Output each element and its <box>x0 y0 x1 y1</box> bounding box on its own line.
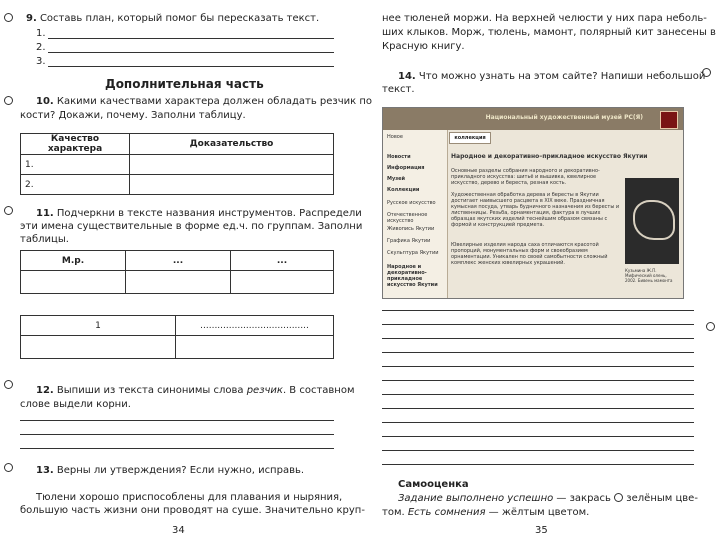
table-header: Качество характера <box>21 134 130 155</box>
site-header <box>383 108 683 130</box>
site-menu-item[interactable]: Музей <box>387 176 406 182</box>
museum-website-screenshot <box>382 107 684 299</box>
site-paragraph: Художественная обработка дерева и бересты в Якутии достигает наивысшего расцвета в XIX веке. Праздничная кумысная посуда, утварь будничного назначения из бересты и лиственницы. Резьба, орнаментация, фактура в лучших образцах якутских изделий теснейшим образом связаны с формой и конструкцией предмета. <box>451 192 620 228</box>
table-cell[interactable]: 2. <box>21 175 130 195</box>
answer-line[interactable] <box>382 394 694 395</box>
answer-line[interactable] <box>48 38 334 39</box>
table-cell[interactable] <box>126 271 231 294</box>
paragraph-line: ших клыков. Морж, тюлень, мамонт, полярный кит занесены в <box>382 27 716 38</box>
tab-collection[interactable]: коллекция <box>449 132 491 144</box>
answer-line[interactable] <box>382 380 694 381</box>
table-row[interactable] <box>21 155 334 175</box>
table-cell[interactable]: 1. <box>21 155 130 175</box>
site-menu-item[interactable]: Графика Якутии <box>387 238 431 244</box>
site-menu-item[interactable]: Новое <box>387 134 403 140</box>
answer-line[interactable] <box>20 434 334 435</box>
plan-item-1: 1. <box>36 28 46 39</box>
table-row[interactable] <box>21 175 334 195</box>
task-marker-circle[interactable] <box>4 463 13 472</box>
table-cell[interactable] <box>231 271 334 294</box>
table-header: ...................................... <box>176 316 334 336</box>
site-menu-item[interactable]: Живопись Якутии <box>387 226 435 232</box>
site-title: Народное и декоративно–прикладное искусство Якутии <box>451 153 648 160</box>
site-menu-item[interactable]: Информация <box>387 165 425 171</box>
paragraph-line: Красную книгу. <box>382 41 465 52</box>
plan-item-2: 2. <box>36 42 46 53</box>
table-cell[interactable] <box>130 175 334 195</box>
table-header: ... <box>126 251 231 271</box>
answer-line[interactable] <box>48 66 334 67</box>
site-menu-item[interactable]: Коллекции <box>387 187 420 193</box>
site-menu-item[interactable]: Русское искусство <box>387 200 436 206</box>
q11-line1: 11. Подчеркни в тексте названия инструментов. Распредели <box>36 208 362 219</box>
table-header: 1 <box>21 316 176 336</box>
q14-line1: 14. Что можно узнать на этом сайте? Напиши небольшой <box>398 71 706 82</box>
q12-line1: 12. Выпиши из текста синонимы слова резчик. В составном <box>36 385 355 396</box>
section-title: Дополнительная часть <box>105 77 264 91</box>
task-marker-circle[interactable] <box>4 96 13 105</box>
answer-line[interactable] <box>382 408 694 409</box>
site-paragraph: Ювелирные изделия народа саха отличаются красотой пропорций, монументальных форм и своеобразием орнаментации. Уникален по своей самобытности сложный комплекс женских ювелирных украшений. <box>451 242 608 266</box>
table-cell[interactable] <box>21 336 176 359</box>
paragraph-line: большую часть жизни они проводят на суше. Значительно круп- <box>20 505 365 516</box>
task-marker-circle[interactable] <box>706 322 715 331</box>
plan-item-3: 3. <box>36 56 46 67</box>
answer-line[interactable] <box>48 52 334 53</box>
site-menu-item[interactable]: Народное и декоративно-прикладное искусство Якутии <box>387 264 438 288</box>
q9-text: 9. Составь план, который помог бы пересказать текст. <box>26 13 320 24</box>
answer-line[interactable] <box>382 366 694 367</box>
table-row[interactable] <box>21 271 334 294</box>
answer-line[interactable] <box>382 310 694 311</box>
task-marker-circle[interactable] <box>4 206 13 215</box>
answer-line[interactable] <box>382 352 694 353</box>
answer-line[interactable] <box>20 420 334 421</box>
page-number: 34 <box>172 525 185 536</box>
answer-line[interactable] <box>382 464 694 465</box>
answer-line[interactable] <box>20 448 334 449</box>
site-sidebar <box>383 130 448 298</box>
q10-line1: 10. Какими качествами характера должен обладать резчик по <box>36 96 373 107</box>
quality-table <box>20 133 334 195</box>
q12-line2: слове выдели корни. <box>20 399 131 410</box>
color-circle-icon[interactable] <box>614 493 623 502</box>
site-menu-item[interactable]: Новости <box>387 154 411 160</box>
q10-line2: кости? Докажи, почему. Заполни таблицу. <box>20 110 246 121</box>
table-cell[interactable] <box>21 271 126 294</box>
table-header: Доказательство <box>130 134 334 155</box>
q13-text: 13. Верны ли утверждения? Если нужно, исправь. <box>36 465 305 476</box>
site-menu-item[interactable]: Скульптура Якутии <box>387 250 439 256</box>
deer-figure <box>633 200 675 240</box>
emblem-icon <box>660 111 678 129</box>
task-marker-circle[interactable] <box>4 13 13 22</box>
site-menu-item[interactable]: Отечественное искусство <box>387 212 428 224</box>
page-number: 35 <box>535 525 548 536</box>
task-marker-circle[interactable] <box>4 380 13 389</box>
site-logo: Национальный художественный музей РС(Я) <box>485 114 643 121</box>
paragraph-line: нее тюленей моржи. На верхней челюсти у них пара неболь- <box>382 13 707 24</box>
table-row[interactable] <box>21 336 334 359</box>
gender-table-1 <box>20 250 334 294</box>
answer-line[interactable] <box>382 324 694 325</box>
image-caption: Кузьмина Ж.П. Мифический олень, 2002. Бивень мамонта <box>625 268 673 283</box>
table-header: ... <box>231 251 334 271</box>
self-assessment-title: Самооценка <box>398 479 469 490</box>
carved-deer-image <box>625 178 679 264</box>
answer-line[interactable] <box>382 338 694 339</box>
answer-line[interactable] <box>382 450 694 451</box>
table-cell[interactable] <box>176 336 334 359</box>
paragraph-line: Тюлени хорошо приспособлены для плавания и ныряния, <box>36 492 343 503</box>
site-paragraph: Основные разделы собрания народного и декоративно-прикладного искусства: шитьё и вышивка, ювелирное искусство, дерево и береста, резная кость. <box>451 168 600 186</box>
gender-table-2 <box>20 315 334 359</box>
q11-line3: таблицы. <box>20 234 69 245</box>
self-assessment-line1: Задание выполнено успешно — закрась зелёным цве- <box>398 493 698 504</box>
table-cell[interactable] <box>130 155 334 175</box>
site-content <box>449 130 681 298</box>
self-assessment-line2: том. Есть сомнения — жёлтым цветом. <box>382 507 590 518</box>
table-header: М.р. <box>21 251 126 271</box>
q11-line2: эти имена существительные в форме ед.ч. по группам. Заполни <box>20 221 363 232</box>
answer-line[interactable] <box>382 422 694 423</box>
q14-line2: текст. <box>382 84 415 95</box>
answer-line[interactable] <box>382 436 694 437</box>
